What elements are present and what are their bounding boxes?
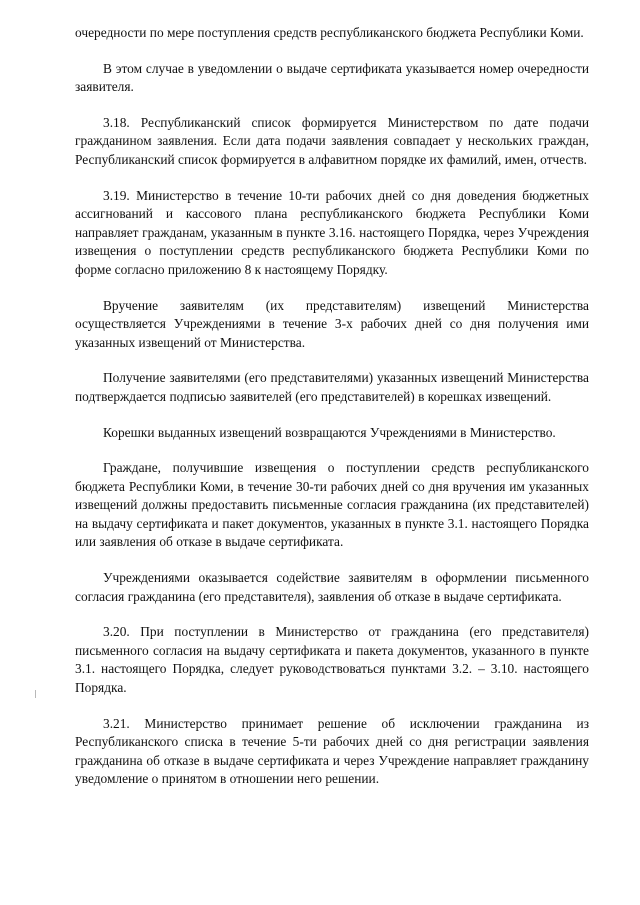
- paragraph-3-19: 3.19. Министерство в течение 10-ти рабочих дней со дня доведения бюджетных ассигнований и кассового плана республиканского бюджета Республики Коми направляет гражданам, указанным в пункте 3.16. настоящего Порядка, через Учреждения извещения о поступлении средств республиканского бюджета Республики Коми по форме согласно приложению 8 к настоящему Порядку.: [75, 187, 589, 277]
- document-page: [75, 24, 589, 806]
- paragraph-stubs-returned: Корешки выданных извещений возвращаются Учреждениями в Министерство.: [103, 424, 556, 440]
- paragraph-continuation: очередности по мере поступления средств республиканского бюджета Республики Коми.: [75, 25, 584, 40]
- paragraph-citizens-consent: Граждане, получившие извещения о поступлении средств республиканского бюджета Республики Коми, в течение 30-ти рабочих дней со дня вручения им указанных извещений должны предоставить письменные согласия гражданина (их представителей) на выдачу сертификата и пакет документов, указанных в пункте 3.1. настоящего Порядка или заявления об отказе в выдаче сертификата.: [75, 460, 589, 550]
- paragraph-3-18: 3.18. Республиканский список формируется Министерством по дате подачи гражданином заявления. Если дата подачи заявления совпадает у нескольких граждан, Республиканский список формируется в алфавитном порядке их фамилий, имен, отчеств.: [75, 114, 589, 167]
- paragraph-3-21: 3.21. Министерство принимает решение об исключении гражданина из Республиканского списка в течение 5-ти рабочих дней со дня регистрации заявления гражданина об отказе в выдаче сертификата и через Учреждение направляет гражданину уведомление о принятом в отношении него решении.: [75, 715, 589, 787]
- paragraph-notice-receipt: Получение заявителями (его представителями) указанных извещений Министерства подтверждается подписью заявителей (его представителей) в корешках извещений.: [75, 370, 589, 404]
- scan-margin-mark: [35, 690, 36, 698]
- paragraph-assistance: Учреждениями оказывается содействие заявителям в оформлении письменного согласия гражданина (его представителя), заявления об отказе в выдаче сертификата.: [75, 570, 589, 604]
- paragraph-3-20: 3.20. При поступлении в Министерство от гражданина (его представителя) письменного согласия на выдачу сертификата и пакета документов, указанного в пункте 3.1. настоящего Порядка, следует руководствоваться пунктами 3.2. – 3.10. настоящего Порядка.: [75, 624, 589, 696]
- paragraph-queue-number-note: В этом случае в уведомлении о выдаче сертификата указывается номер очередности заявителя.: [75, 60, 589, 95]
- paragraph-notice-delivery: Вручение заявителям (их представителям) извещений Министерства осуществляется Учреждениями в течение 3-х рабочих дней со дня получения ими указанных извещений от Министерства.: [75, 297, 589, 350]
